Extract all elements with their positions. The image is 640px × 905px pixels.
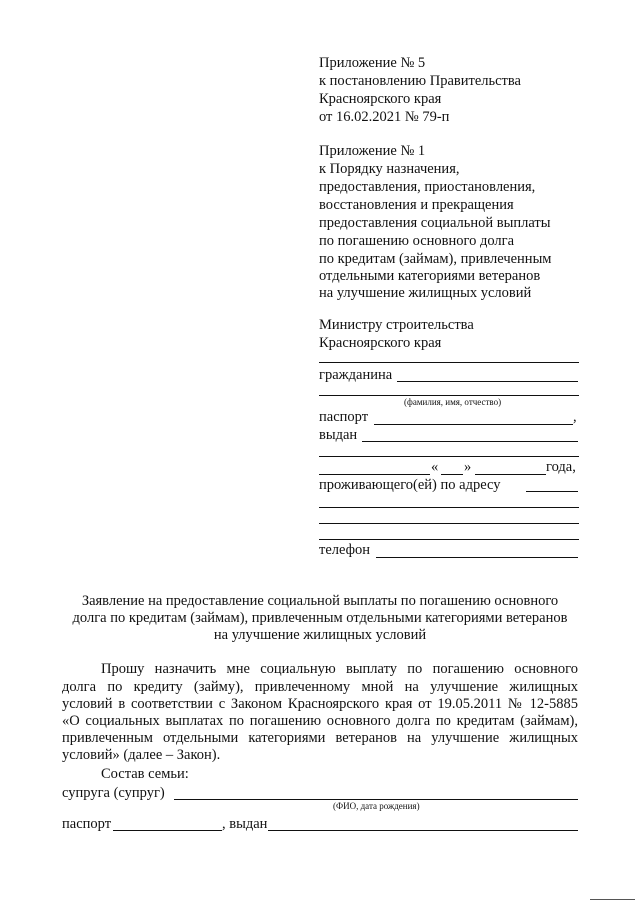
appendix-5-line: Красноярского края [319, 91, 442, 107]
appendix-5-line: к постановлению Правительства [319, 73, 521, 89]
spouse-issued-label: , выдан [222, 816, 268, 832]
appendix-1-line: на улучшение жилищных условий [319, 285, 532, 301]
issued-field[interactable] [362, 441, 578, 442]
phone-label: телефон [319, 542, 371, 558]
appendix-1-line: предоставления, приостановления, [319, 179, 536, 195]
address-line[interactable] [319, 539, 579, 540]
title-line: Заявление на предоставление социальной выплаты по погашению основного [81, 593, 559, 609]
title-line: долга по кредитам (займам), привлеченным отдельными категориями ветеранов [72, 610, 568, 626]
body-line: «О социальных выплатах по погашению основного долга по кредитам (займам), [62, 714, 578, 729]
spouse-passport-field[interactable] [113, 830, 222, 831]
passport-field[interactable] [374, 424, 573, 425]
phone-field[interactable] [376, 557, 578, 558]
spouse-hint: (ФИО, дата рождения) [333, 801, 420, 811]
appendix-1-line: Приложение № 1 [319, 143, 426, 159]
appendix-1-line: восстановления и прекращения [319, 197, 514, 213]
body-line: Прошу назначить мне социальную выплату по погашению основного [101, 662, 578, 677]
appendix-1-line: к Порядку назначения, [319, 161, 460, 177]
addressee-line: Красноярского края [319, 335, 442, 351]
date-close-quote: » [464, 459, 472, 475]
day-field[interactable] [441, 474, 463, 475]
month-field[interactable] [475, 474, 546, 475]
blank-line[interactable] [319, 395, 579, 396]
title-line: на улучшение жилищных условий [213, 627, 427, 643]
spouse-name-field[interactable] [174, 799, 578, 800]
citizen-name-field[interactable] [397, 381, 578, 382]
blank-line[interactable] [319, 456, 579, 457]
blank-line[interactable] [319, 362, 579, 363]
body-line: условий в соответствии с Законом Красноярского края от 19.05.2011 № 12-5885 [62, 697, 578, 712]
spouse-label: супруга (супруг) [62, 785, 165, 801]
appendix-1-line: по погашению основного долга [319, 233, 515, 249]
appendix-1-line: предоставления социальной выплаты [319, 215, 551, 231]
address-line[interactable] [319, 507, 579, 508]
date-field-prefix[interactable] [319, 474, 430, 475]
address-line[interactable] [319, 523, 579, 524]
date-open-quote: « [431, 459, 439, 475]
year-label: года, [546, 459, 576, 475]
issued-label: выдан [319, 427, 358, 443]
passport-comma: , [573, 409, 577, 425]
citizen-label: гражданина [319, 367, 393, 383]
body-line: привлеченным отдельными категориями ветеранов на улучшение жилищных [62, 731, 578, 746]
spouse-issued-field[interactable] [268, 830, 578, 831]
page-edge-mark [590, 899, 635, 900]
body-last-line: условий» (далее – Закон). [62, 747, 221, 763]
body-line: долга по кредиту (займу), привлеченному мной на улучшение жилищных [62, 680, 578, 695]
passport-label: паспорт [319, 409, 369, 425]
spouse-passport-label: паспорт [62, 816, 112, 832]
appendix-5-line: от 16.02.2021 № 79-п [319, 109, 450, 125]
appendix-5-line: Приложение № 5 [319, 55, 426, 71]
address-label: проживающего(ей) по адресу [319, 477, 501, 493]
addressee-line: Министру строительства [319, 317, 474, 333]
name-hint: (фамилия, имя, отчество) [404, 397, 502, 407]
family-label: Состав семьи: [101, 766, 189, 782]
address-field[interactable] [526, 491, 578, 492]
appendix-1-line: отдельными категориями ветеранов [319, 268, 541, 284]
appendix-1-line: по кредитам (займам), привлеченным [319, 251, 552, 267]
